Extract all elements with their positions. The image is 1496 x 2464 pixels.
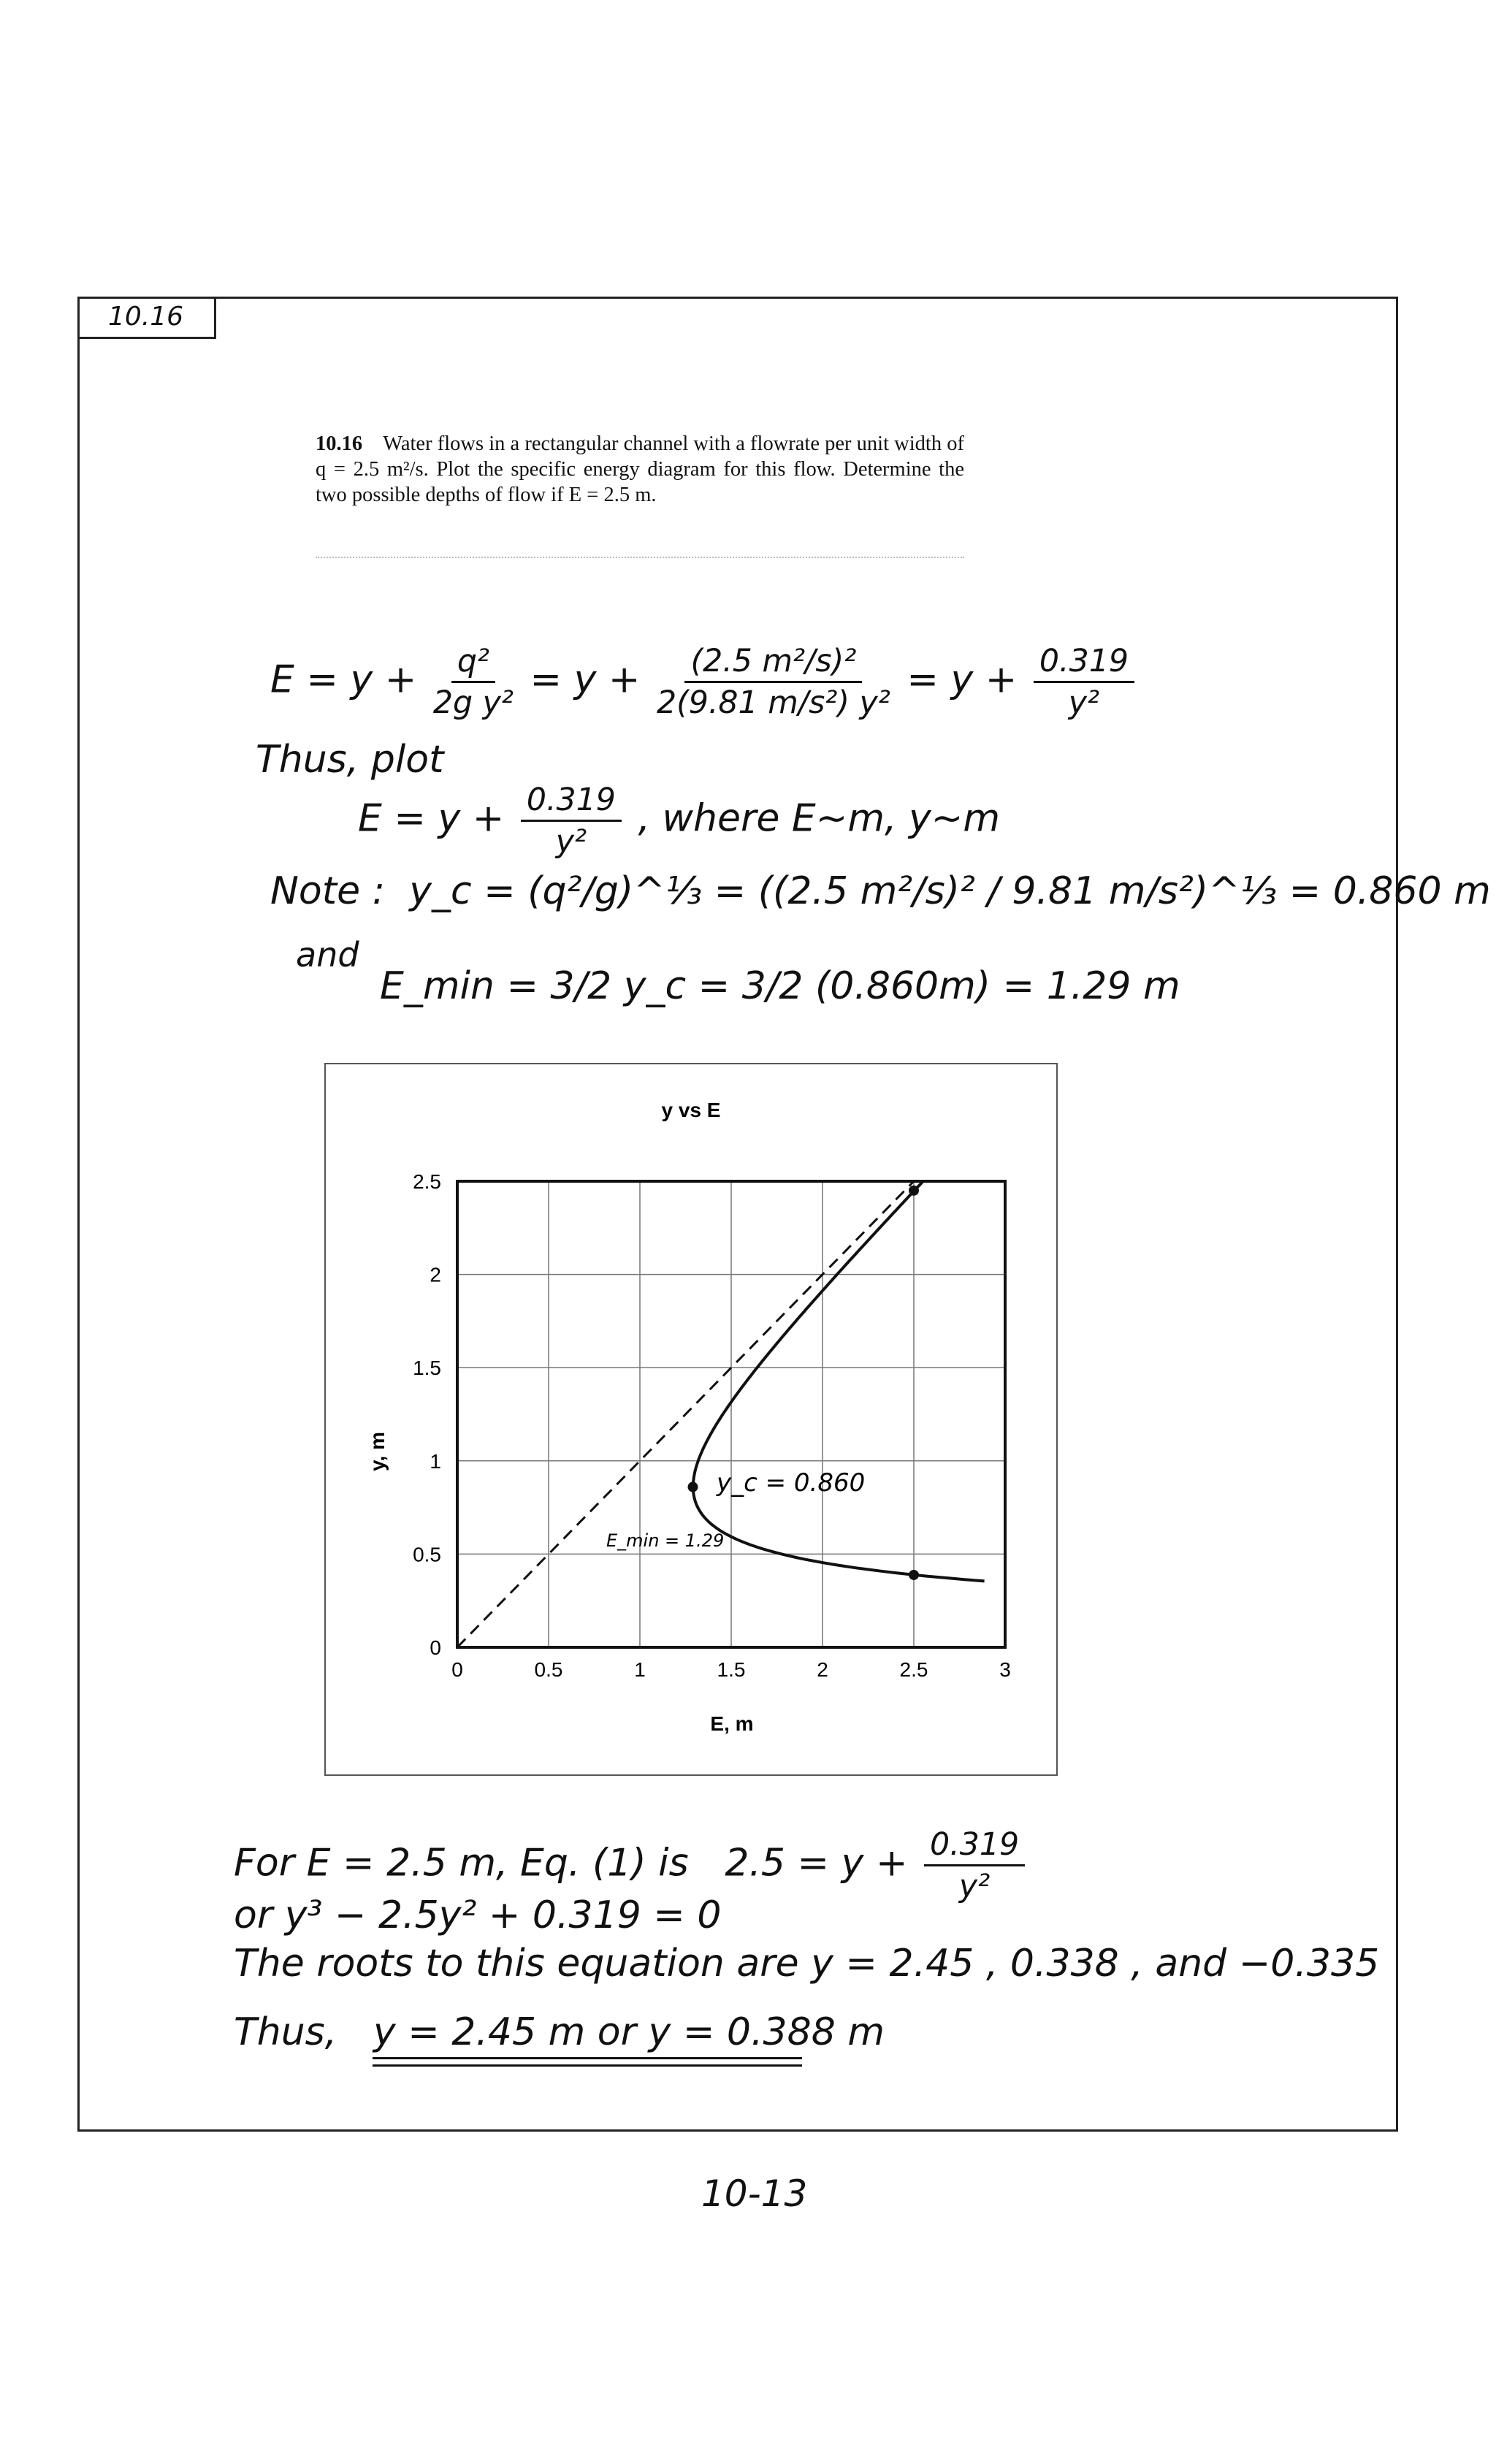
chart-series bbox=[457, 1181, 985, 1647]
problem-tag: 10.16 bbox=[77, 297, 216, 339]
ytick-label-3: 1.5 bbox=[413, 1357, 441, 1380]
problem-number: 10.16 bbox=[316, 432, 363, 455]
problem-statement bbox=[316, 431, 964, 508]
chart-title: y vs E bbox=[661, 1099, 721, 1121]
eq1-frac3: $\frac{0.319}{\text{y²}}$ bbox=[1034, 643, 1134, 721]
eq1-mid: = y + bbox=[530, 657, 641, 702]
xtick-label-0: 0 bbox=[451, 1658, 463, 1681]
xtick-label-4: 2 bbox=[817, 1658, 828, 1681]
ytick-label-0: 0 bbox=[430, 1636, 441, 1659]
specific-energy-chart bbox=[326, 1064, 1056, 1774]
ytick-label-4: 2 bbox=[430, 1263, 441, 1286]
bottom-line-3: The roots to this equation are y = 2.45 , 0.338 , and −0.335 bbox=[234, 1942, 1380, 1986]
annotation-emin: E_min = 1.29 bbox=[606, 1530, 725, 1551]
annotation-yc: y_c = 0.860 bbox=[717, 1468, 866, 1498]
xtick-label-3: 1.5 bbox=[717, 1658, 746, 1681]
ytick-label-2: 1 bbox=[430, 1449, 441, 1473]
eq1-frac1: $\frac{\text{q²}}{\text{2g y²}}$ bbox=[432, 643, 514, 721]
bottom-frac: $\frac{0.319}{\text{y²}}$ bbox=[924, 1826, 1025, 1904]
chart-ylabel: y, m bbox=[366, 1432, 389, 1471]
energy-equation bbox=[270, 643, 1139, 721]
chart-ticks bbox=[413, 1170, 1011, 1681]
bottom-line-1: For E = 2.5 m, Eq. (1) is 2.5 = y + $\frac{0.319}{\text{y²}}$ bbox=[234, 1826, 1029, 1904]
curve-point-0 bbox=[688, 1482, 698, 1492]
curve-point-2 bbox=[909, 1570, 919, 1580]
plot-equation: E = y + $\frac{0.319}{\text{y²}}$ , where E~m, y~m bbox=[358, 782, 1001, 860]
divider bbox=[316, 557, 964, 558]
reference-line bbox=[457, 1181, 914, 1647]
chart-grid bbox=[457, 1181, 1005, 1647]
xtick-label-6: 3 bbox=[999, 1658, 1011, 1681]
bottom-line-4: Thus, y = 2.45 m or y = 0.388 m bbox=[234, 2010, 885, 2054]
bottom-line-2: or y³ − 2.5y² + 0.319 = 0 bbox=[234, 1893, 722, 1937]
eq2-frac: $\frac{0.319}{\text{y²}}$ bbox=[521, 782, 622, 860]
note-yc: Note : y_c = (q²/g)^⅓ = ((2.5 m²/s)² / 9.81 m/s²)^⅓ = 0.860 m bbox=[270, 869, 1491, 913]
final-answer: y = 2.45 m or y = 0.388 m bbox=[373, 2010, 885, 2054]
energy-curve bbox=[693, 1181, 985, 1581]
problem-text: Water flows in a rectangular channel with a flowrate per unit width of q = 2.5 m²/s. Plot the specific energy diagram for this flow. Determine the two possible depths of flow if E = 2.5 m. bbox=[316, 432, 964, 506]
answer-underline-1 bbox=[373, 2057, 802, 2059]
xtick-label-1: 0.5 bbox=[534, 1658, 563, 1681]
eq1-end: = y + bbox=[907, 657, 1018, 702]
eq1-lhs: E = y + bbox=[270, 657, 417, 702]
curve-point-1 bbox=[909, 1186, 919, 1196]
ytick-label-1: 0.5 bbox=[413, 1543, 441, 1566]
ytick-label-5: 2.5 bbox=[413, 1170, 441, 1193]
emin-equation: E_min = 3/2 y_c = 3/2 (0.860m) = 1.29 m bbox=[380, 964, 1180, 1008]
page-number: 10-13 bbox=[701, 2173, 808, 2215]
chart-box bbox=[324, 1063, 1058, 1776]
answer-underline-2 bbox=[373, 2064, 802, 2067]
xtick-label-2: 1 bbox=[634, 1658, 646, 1681]
and-label: and bbox=[296, 935, 359, 974]
thus-plot: Thus, plot bbox=[256, 738, 444, 782]
xtick-label-5: 2.5 bbox=[899, 1658, 928, 1681]
eq1-frac2: $\frac{\text{(2.5 m²/s)²}}{\text{2(9.81 m/s²) y²}}$ bbox=[656, 643, 890, 721]
chart-xlabel: E, m bbox=[710, 1712, 754, 1735]
